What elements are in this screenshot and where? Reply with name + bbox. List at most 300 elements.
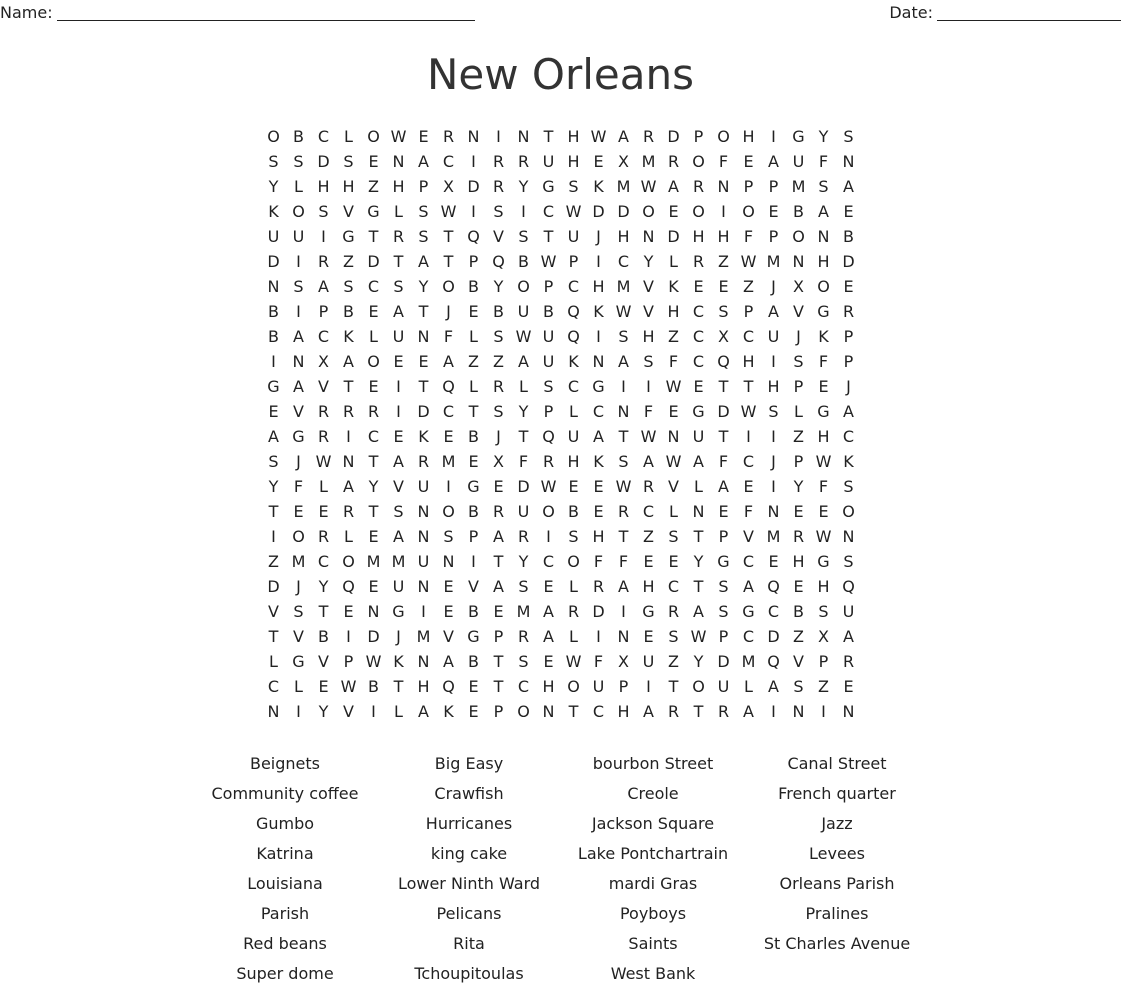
- grid-letter: F: [593, 652, 604, 671]
- word-list-item: Levees: [809, 844, 865, 863]
- grid-letter: C: [542, 202, 555, 221]
- grid-letter: T: [493, 652, 504, 671]
- grid-letter: N: [842, 702, 855, 721]
- grid-letter: Z: [668, 327, 679, 346]
- grid-letter: E: [418, 352, 429, 371]
- grid-letter: Y: [418, 277, 429, 296]
- grid-letter: E: [668, 202, 679, 221]
- grid-letter: N: [267, 277, 280, 296]
- grid-letter: T: [668, 677, 679, 696]
- grid-letter: X: [618, 652, 629, 671]
- grid-letter: P: [743, 177, 754, 196]
- grid-letter: H: [692, 227, 705, 246]
- word-list-item: Rita: [453, 934, 485, 953]
- grid-letter: U: [567, 427, 580, 446]
- grid-letter: I: [771, 702, 776, 721]
- grid-letter: E: [593, 477, 604, 496]
- date-field[interactable]: [889, 2, 1121, 24]
- grid-letter: D: [417, 402, 430, 421]
- grid-letter: E: [843, 677, 854, 696]
- grid-letter: A: [643, 702, 654, 721]
- grid-letter: J: [446, 302, 451, 321]
- grid-letter: E: [318, 677, 329, 696]
- grid-letter: V: [643, 277, 654, 296]
- grid-letter: R: [492, 152, 505, 171]
- grid-letter: M: [766, 527, 781, 546]
- grid-letter: N: [517, 127, 530, 146]
- grid-letter: E: [718, 502, 729, 521]
- grid-letter: W: [540, 477, 557, 496]
- grid-letter: Z: [668, 652, 679, 671]
- grid-letter: Y: [693, 552, 704, 571]
- grid-letter: I: [721, 202, 726, 221]
- grid-letter: L: [394, 702, 403, 721]
- grid-letter: T: [568, 702, 579, 721]
- grid-letter: R: [342, 502, 355, 521]
- grid-letter: R: [692, 177, 705, 196]
- grid-letter: H: [392, 177, 405, 196]
- grid-letter: V: [343, 702, 354, 721]
- grid-letter: H: [642, 327, 655, 346]
- grid-letter: V: [468, 577, 479, 596]
- grid-letter: H: [742, 352, 755, 371]
- grid-letter: Q: [767, 577, 780, 596]
- grid-letter: C: [267, 677, 280, 696]
- grid-letter: S: [668, 627, 679, 646]
- grid-letter: W: [615, 477, 632, 496]
- grid-letter: Q: [342, 577, 355, 596]
- grid-letter: A: [393, 452, 404, 471]
- grid-letter: M: [366, 552, 381, 571]
- grid-letter: Y: [268, 477, 279, 496]
- grid-letter: H: [667, 302, 680, 321]
- grid-letter: E: [668, 552, 679, 571]
- grid-letter: B: [568, 502, 579, 521]
- grid-letter: E: [768, 202, 779, 221]
- grid-letter: E: [443, 602, 454, 621]
- grid-letter: G: [267, 377, 280, 396]
- grid-letter: Y: [518, 552, 529, 571]
- grid-letter: D: [267, 252, 280, 271]
- grid-letter: R: [617, 502, 630, 521]
- grid-letter: B: [293, 127, 304, 146]
- grid-letter: O: [367, 127, 380, 146]
- grid-letter: W: [390, 127, 407, 146]
- grid-letter: Z: [343, 252, 354, 271]
- grid-letter: R: [517, 527, 530, 546]
- grid-letter: A: [718, 477, 729, 496]
- letter-grid: [261, 124, 861, 724]
- grid-letter: E: [593, 502, 604, 521]
- grid-letter: F: [293, 477, 304, 496]
- grid-letter: F: [718, 452, 729, 471]
- grid-letter: O: [792, 227, 805, 246]
- grid-letter: R: [792, 527, 805, 546]
- grid-letter: U: [417, 477, 430, 496]
- grid-letter: M: [441, 452, 456, 471]
- grid-letter: D: [367, 252, 380, 271]
- grid-letter: S: [493, 327, 504, 346]
- grid-letter: V: [268, 602, 279, 621]
- grid-letter: H: [542, 677, 555, 696]
- grid-letter: S: [718, 577, 729, 596]
- grid-letter: Y: [518, 177, 529, 196]
- grid-letter: E: [543, 652, 554, 671]
- grid-letter: E: [843, 277, 854, 296]
- grid-letter: G: [792, 127, 805, 146]
- grid-letter: J: [846, 377, 851, 396]
- grid-letter: C: [842, 427, 855, 446]
- grid-letter: R: [417, 452, 430, 471]
- grid-letter: I: [321, 227, 326, 246]
- grid-letter: N: [392, 152, 405, 171]
- grid-letter: S: [293, 602, 304, 621]
- grid-letter: W: [315, 452, 332, 471]
- grid-letter: W: [615, 302, 632, 321]
- grid-letter: X: [618, 152, 629, 171]
- grid-letter: L: [519, 377, 528, 396]
- grid-letter: E: [368, 302, 379, 321]
- word-list-item: Canal Street: [787, 754, 887, 773]
- grid-letter: N: [442, 552, 455, 571]
- grid-letter: D: [717, 402, 730, 421]
- word-list-item: Poyboys: [619, 904, 687, 923]
- grid-letter: C: [442, 152, 455, 171]
- grid-letter: B: [468, 652, 479, 671]
- grid-letter: A: [743, 702, 754, 721]
- grid-letter: T: [443, 227, 454, 246]
- grid-letter: W: [440, 202, 457, 221]
- grid-letter: U: [642, 652, 655, 671]
- grid-letter: N: [467, 127, 480, 146]
- grid-letter: G: [467, 627, 480, 646]
- grid-letter: I: [521, 202, 526, 221]
- grid-letter: F: [518, 452, 529, 471]
- grid-letter: T: [693, 702, 704, 721]
- grid-letter: G: [817, 402, 830, 421]
- grid-letter: A: [393, 527, 404, 546]
- grid-letter: H: [617, 702, 630, 721]
- grid-letter: I: [371, 702, 376, 721]
- grid-letter: S: [518, 652, 529, 671]
- word-list-item: Jackson Square: [591, 814, 715, 833]
- grid-letter: A: [768, 677, 779, 696]
- grid-letter: D: [467, 177, 480, 196]
- grid-letter: G: [717, 552, 730, 571]
- grid-letter: W: [540, 252, 557, 271]
- grid-letter: U: [392, 577, 405, 596]
- word-list-item: French quarter: [778, 784, 896, 803]
- grid-letter: G: [592, 377, 605, 396]
- grid-letter: C: [592, 702, 605, 721]
- grid-letter: T: [318, 602, 329, 621]
- grid-letter: R: [842, 652, 855, 671]
- grid-letter: V: [668, 477, 679, 496]
- grid-letter: I: [646, 677, 651, 696]
- grid-letter: R: [517, 152, 530, 171]
- grid-letter: P: [343, 652, 354, 671]
- grid-letter: J: [796, 327, 801, 346]
- grid-letter: U: [792, 152, 805, 171]
- word-list-item: Pelicans: [436, 904, 502, 923]
- grid-letter: F: [818, 477, 829, 496]
- word-list-item: Orleans Parish: [779, 874, 895, 893]
- grid-letter: E: [543, 577, 554, 596]
- grid-letter: C: [367, 277, 380, 296]
- grid-letter: D: [592, 202, 605, 221]
- grid-letter: C: [692, 302, 705, 321]
- grid-letter: E: [818, 502, 829, 521]
- grid-letter: K: [343, 327, 354, 346]
- grid-letter: I: [296, 302, 301, 321]
- grid-letter: S: [493, 202, 504, 221]
- grid-letter: R: [317, 252, 330, 271]
- grid-letter: E: [343, 602, 354, 621]
- grid-letter: D: [517, 477, 530, 496]
- grid-letter: A: [293, 327, 304, 346]
- grid-letter: X: [818, 627, 829, 646]
- grid-letter: M: [391, 552, 406, 571]
- grid-letter: M: [766, 252, 781, 271]
- grid-letter: B: [493, 302, 504, 321]
- grid-letter: A: [268, 427, 279, 446]
- grid-letter: V: [493, 227, 504, 246]
- grid-letter: N: [417, 652, 430, 671]
- grid-letter: W: [565, 652, 582, 671]
- grid-letter: A: [843, 627, 854, 646]
- grid-letter: I: [296, 702, 301, 721]
- grid-letter: I: [271, 527, 276, 546]
- grid-letter: D: [767, 627, 780, 646]
- grid-letter: X: [793, 277, 804, 296]
- grid-letter: R: [392, 227, 405, 246]
- grid-letter: A: [343, 477, 354, 496]
- grid-letter: W: [340, 677, 357, 696]
- grid-letter: L: [669, 252, 678, 271]
- grid-letter: Y: [318, 577, 329, 596]
- grid-letter: E: [493, 477, 504, 496]
- grid-letter: E: [393, 427, 404, 446]
- grid-letter: T: [693, 527, 704, 546]
- word-list-item: Community coffee: [211, 784, 359, 803]
- grid-letter: G: [742, 602, 755, 621]
- word-list-item: Lower Ninth Ward: [397, 874, 541, 893]
- grid-letter: D: [367, 627, 380, 646]
- grid-letter: T: [618, 427, 629, 446]
- grid-letter: R: [667, 702, 680, 721]
- grid-letter: I: [421, 602, 426, 621]
- grid-letter: K: [268, 202, 279, 221]
- grid-letter: F: [818, 352, 829, 371]
- grid-letter: W: [365, 652, 382, 671]
- grid-letter: C: [517, 677, 530, 696]
- grid-letter: O: [692, 152, 705, 171]
- grid-letter: P: [418, 177, 429, 196]
- grid-letter: U: [542, 352, 555, 371]
- grid-letter: U: [542, 327, 555, 346]
- grid-letter: T: [718, 377, 729, 396]
- grid-letter: J: [596, 227, 601, 246]
- word-list-item: Creole: [627, 784, 679, 803]
- grid-letter: A: [293, 377, 304, 396]
- grid-letter: P: [793, 377, 804, 396]
- grid-letter: U: [842, 602, 855, 621]
- grid-letter: B: [343, 302, 354, 321]
- grid-letter: A: [768, 152, 779, 171]
- grid-letter: S: [843, 477, 854, 496]
- grid-letter: M: [291, 552, 306, 571]
- grid-letter: N: [342, 452, 355, 471]
- grid-letter: X: [493, 452, 504, 471]
- grid-letter: L: [744, 677, 753, 696]
- grid-letter: C: [317, 327, 330, 346]
- grid-letter: E: [568, 477, 579, 496]
- grid-letter: I: [346, 427, 351, 446]
- grid-letter: R: [317, 527, 330, 546]
- grid-letter: Y: [818, 127, 829, 146]
- grid-letter: G: [467, 477, 480, 496]
- grid-letter: Y: [318, 702, 329, 721]
- grid-letter: Y: [793, 477, 804, 496]
- grid-letter: I: [396, 402, 401, 421]
- grid-letter: Q: [442, 377, 455, 396]
- grid-letter: T: [368, 452, 379, 471]
- grid-letter: C: [667, 577, 680, 596]
- grid-letter: C: [767, 602, 780, 621]
- grid-letter: S: [268, 152, 279, 171]
- grid-letter: I: [621, 377, 626, 396]
- grid-letter: V: [643, 302, 654, 321]
- grid-letter: I: [346, 627, 351, 646]
- grid-letter: N: [667, 427, 680, 446]
- grid-letter: K: [393, 652, 404, 671]
- grid-letter: F: [743, 502, 754, 521]
- grid-letter: G: [392, 602, 405, 621]
- grid-letter: A: [618, 127, 629, 146]
- grid-letter: W: [565, 202, 582, 221]
- grid-letter: H: [342, 177, 355, 196]
- grid-letter: T: [443, 252, 454, 271]
- grid-letter: L: [694, 477, 703, 496]
- grid-letter: C: [542, 552, 555, 571]
- grid-letter: L: [469, 377, 478, 396]
- grid-letter: L: [569, 402, 578, 421]
- grid-letter: K: [593, 452, 604, 471]
- word-list-item: bourbon Street: [592, 754, 714, 773]
- grid-letter: I: [646, 377, 651, 396]
- grid-letter: N: [417, 577, 430, 596]
- grid-letter: Q: [767, 652, 780, 671]
- grid-letter: R: [542, 452, 555, 471]
- grid-letter: T: [718, 427, 729, 446]
- grid-letter: P: [718, 527, 729, 546]
- grid-letter: H: [317, 177, 330, 196]
- word-list-item: West Bank: [610, 964, 696, 983]
- grid-letter: S: [568, 527, 579, 546]
- grid-letter: I: [621, 602, 626, 621]
- grid-letter: B: [468, 277, 479, 296]
- grid-letter: B: [543, 302, 554, 321]
- grid-letter: I: [771, 427, 776, 446]
- grid-letter: W: [640, 177, 657, 196]
- grid-letter: E: [668, 402, 679, 421]
- grid-letter: M: [516, 602, 531, 621]
- grid-letter: E: [643, 552, 654, 571]
- grid-letter: O: [517, 277, 530, 296]
- grid-letter: E: [443, 427, 454, 446]
- grid-letter: N: [417, 327, 430, 346]
- grid-letter: V: [293, 627, 304, 646]
- grid-letter: O: [367, 352, 380, 371]
- grid-letter: E: [268, 402, 279, 421]
- grid-letter: I: [596, 252, 601, 271]
- grid-letter: B: [793, 602, 804, 621]
- grid-letter: T: [268, 627, 279, 646]
- grid-letter: O: [292, 202, 305, 221]
- grid-letter: Z: [818, 677, 829, 696]
- grid-letter: R: [317, 427, 330, 446]
- grid-letter: T: [693, 577, 704, 596]
- grid-letter: B: [843, 227, 854, 246]
- grid-letter: C: [317, 127, 330, 146]
- grid-letter: T: [418, 302, 429, 321]
- grid-letter: A: [593, 427, 604, 446]
- grid-letter: R: [667, 152, 680, 171]
- grid-letter: U: [267, 227, 280, 246]
- grid-letter: C: [742, 627, 755, 646]
- grid-letter: J: [396, 627, 401, 646]
- grid-letter: S: [718, 302, 729, 321]
- name-blank-line[interactable]: [57, 2, 475, 21]
- grid-letter: P: [768, 177, 779, 196]
- grid-letter: A: [518, 352, 529, 371]
- grid-letter: A: [418, 702, 429, 721]
- grid-letter: R: [492, 502, 505, 521]
- grid-letter: Q: [467, 227, 480, 246]
- grid-letter: I: [596, 627, 601, 646]
- word-list-item: St Charles Avenue: [763, 934, 911, 953]
- grid-letter: V: [443, 627, 454, 646]
- grid-letter: L: [294, 677, 303, 696]
- grid-letter: J: [496, 427, 501, 446]
- grid-letter: N: [817, 227, 830, 246]
- grid-letter: V: [743, 527, 754, 546]
- grid-letter: F: [593, 552, 604, 571]
- grid-letter: G: [817, 302, 830, 321]
- grid-letter: A: [393, 302, 404, 321]
- date-blank-line[interactable]: [937, 2, 1121, 21]
- grid-letter: E: [468, 452, 479, 471]
- name-field[interactable]: [0, 2, 475, 24]
- grid-letter: N: [617, 402, 630, 421]
- grid-letter: U: [417, 552, 430, 571]
- grid-letter: P: [493, 702, 504, 721]
- grid-letter: A: [543, 602, 554, 621]
- grid-letter: C: [567, 377, 580, 396]
- grid-letter: I: [296, 252, 301, 271]
- grid-letter: B: [518, 252, 529, 271]
- grid-letter: O: [442, 502, 455, 521]
- grid-letter: S: [618, 327, 629, 346]
- grid-letter: T: [468, 402, 479, 421]
- grid-letter: C: [442, 402, 455, 421]
- grid-letter: T: [518, 427, 529, 446]
- grid-letter: L: [469, 327, 478, 346]
- grid-letter: P: [493, 627, 504, 646]
- grid-letter: S: [618, 452, 629, 471]
- grid-letter: M: [791, 177, 806, 196]
- grid-letter: P: [543, 277, 554, 296]
